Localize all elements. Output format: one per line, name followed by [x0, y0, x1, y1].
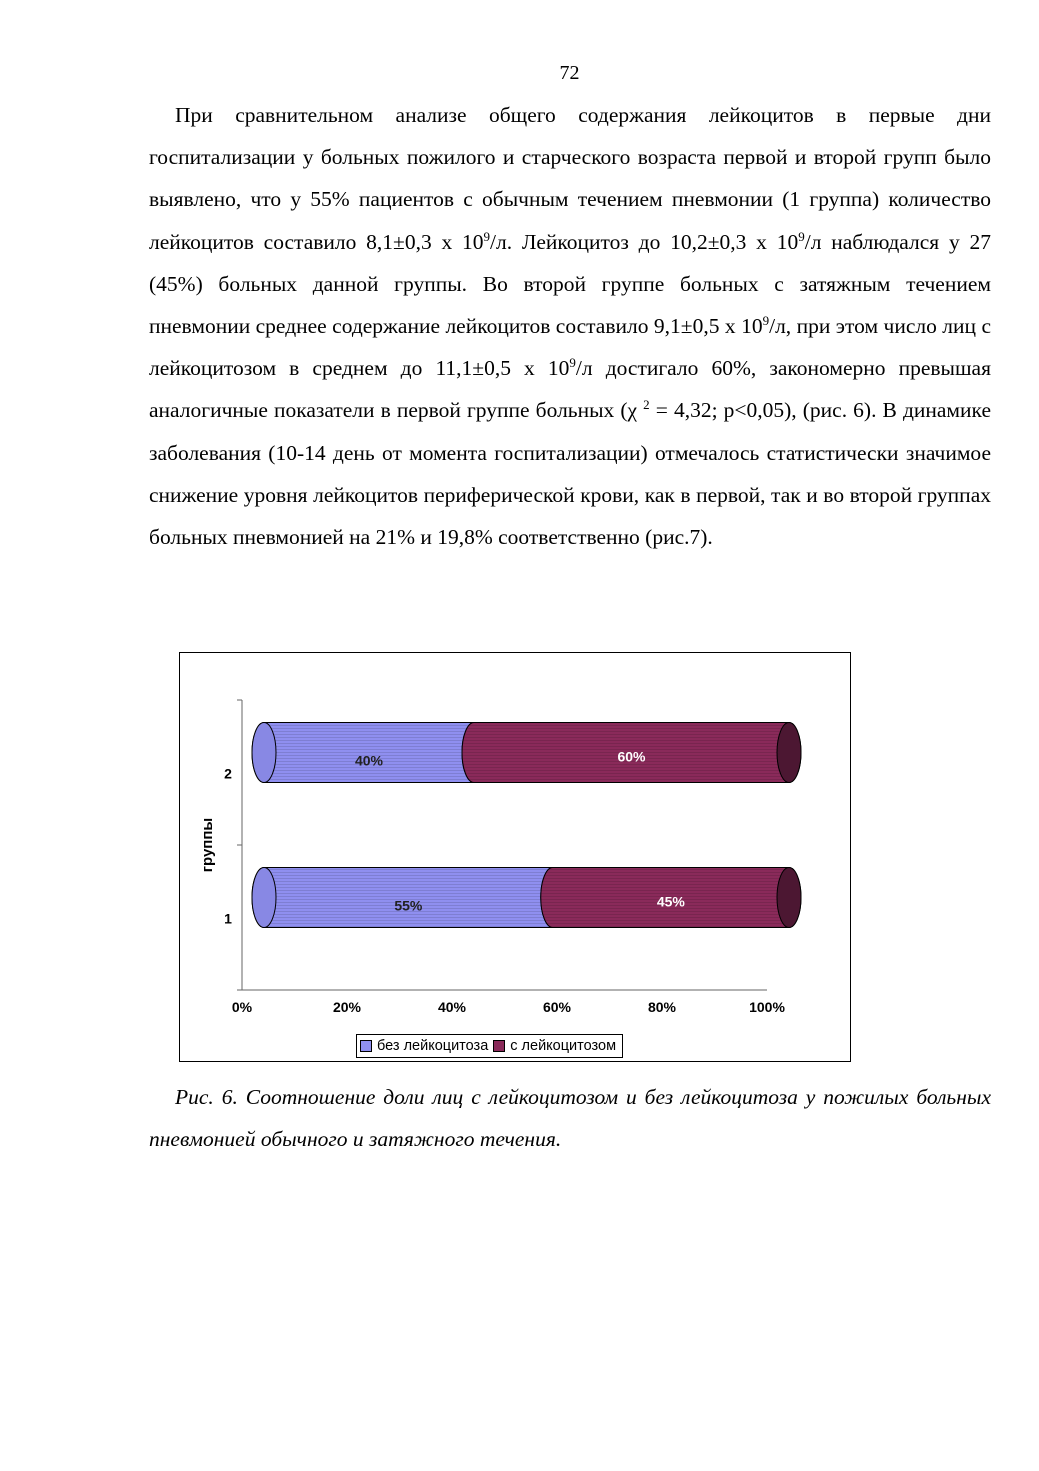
x-tick-label: 40% — [437, 999, 467, 1015]
superscript: 9 — [569, 355, 576, 371]
x-tick-label: 20% — [332, 999, 362, 1015]
paragraph-segment: /л достигало 60%, закономерно превышая аналогичные показатели в первой группе больных (χ — [149, 356, 991, 423]
figure-caption — [149, 1076, 991, 1160]
data-label: 40% — [354, 752, 384, 769]
paragraph-segment: = 4,32; р<0,05), (рис. 6). В динамике заболевания (10-14 день от момента госпитализации) отмечалось статистически значимое снижение уровня лейкоцитов периферической крови, как в первой, так и во второй группах больных пневмонией на 21% и 19,8% соответственно (рис.7). — [149, 398, 992, 550]
legend-item-without — [360, 1038, 488, 1054]
legend-label-without: без лейкоцитоза — [377, 1038, 489, 1054]
paragraph-segment: /л наблюдался у 27 (45%) больных данной группы. Во второй группе больных с затяжным течением пневмонии среднее содержание лейкоцитов составило 9,1±0,5 х 10 — [149, 229, 991, 339]
legend-label-with: с лейкоцитозом — [510, 1038, 617, 1054]
data-label: 45% — [656, 893, 685, 910]
legend-swatch-without — [360, 1040, 372, 1052]
bar-cap-left — [252, 723, 276, 783]
superscript: 9 — [483, 228, 491, 244]
superscript: 9 — [762, 312, 770, 328]
data-label: 55% — [394, 897, 423, 914]
bar-cap-right — [777, 868, 801, 928]
page-number: 72 — [559, 62, 580, 84]
chart-legend — [356, 1034, 623, 1058]
superscript: 9 — [798, 228, 805, 244]
x-tick-label: 100% — [749, 999, 785, 1015]
paragraph-segment: /л. Лейкоцитоз до 10,2±0,3 х 10 — [490, 229, 799, 254]
x-tick-label: 0% — [231, 999, 253, 1015]
legend-item-with — [493, 1038, 616, 1054]
y-axis-title: группы — [199, 817, 216, 873]
body-paragraph — [149, 94, 991, 558]
y-tick-label: 1 — [224, 910, 232, 927]
data-label: 60% — [617, 748, 646, 765]
x-tick-label: 60% — [542, 999, 572, 1015]
chart-frame — [179, 652, 851, 1062]
bar-cap-left — [252, 868, 276, 928]
bar-cap-right — [777, 723, 801, 783]
paragraph-segment: При сравнительном анализе общего содержания лейкоцитов в первые дни госпитализации у больных пожилого и старческого возраста первой и второй групп было выявлено, что у 55% пациентов с обычным течением пневмонии (1 группа) количество лейкоцитов составило 8,1±0,3 х 10 — [149, 103, 991, 254]
paragraph-segment: /л, при этом число лиц с лейкоцитозом в среднем до 11,1±0,5 х 10 — [149, 314, 991, 381]
legend-swatch-with — [493, 1040, 505, 1052]
y-tick-label: 2 — [224, 765, 232, 782]
chart-svg — [180, 653, 850, 1061]
superscript: 2 — [643, 397, 650, 413]
caption-text: Рис. 6. Соотношение доли лиц с лейкоцитозом и без лейкоцитоза у пожилых больных пневмонией обычного и затяжного течения. — [149, 1085, 991, 1151]
x-tick-label: 80% — [647, 999, 677, 1015]
